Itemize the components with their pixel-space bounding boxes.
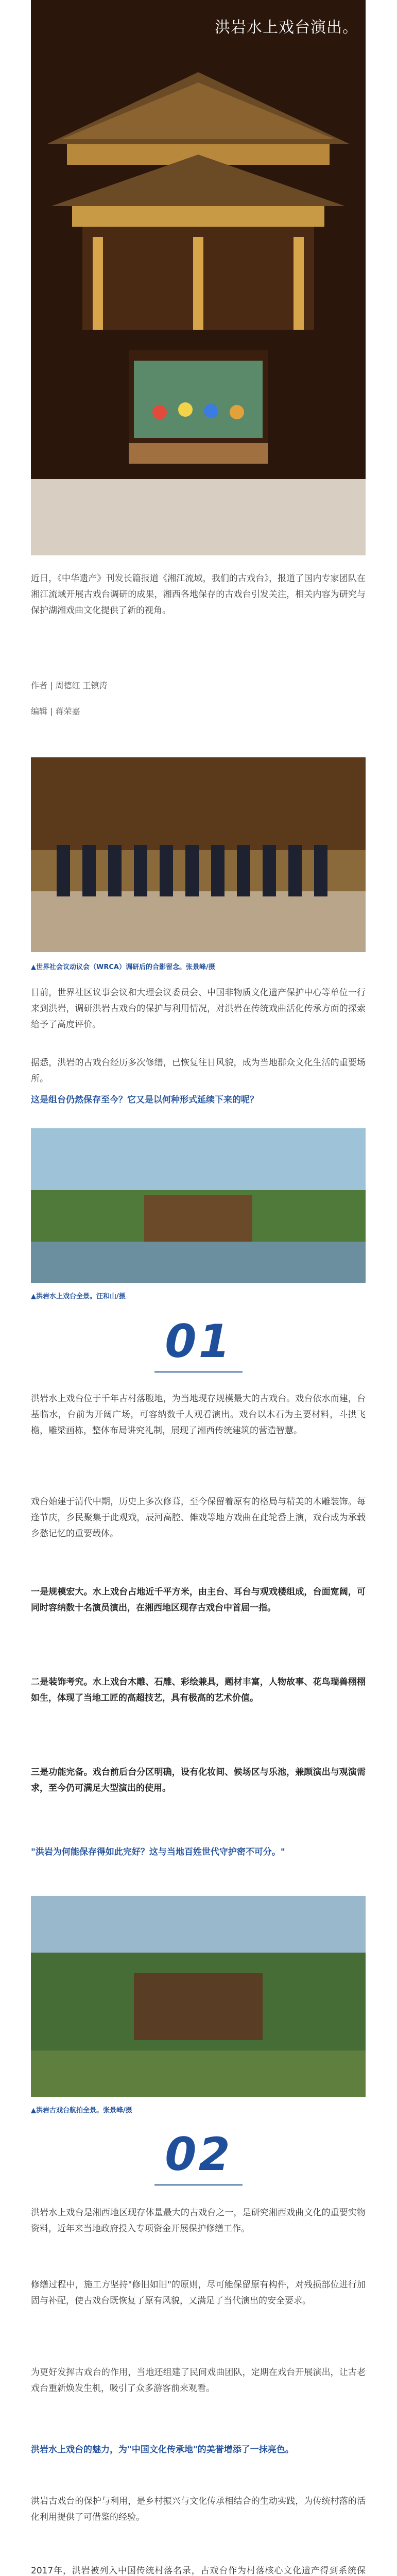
hero-photo (31, 0, 366, 555)
panorama-photo (31, 1896, 366, 2097)
paragraph: 修缮过程中，施工方坚持"修旧如旧"的原则，尽可能保留原有构件，对残损部位进行加固与补配，使古戏台既恢复了原有风貌，又满足了当代演出的安全要求。 (31, 2280, 366, 2306)
paragraph: 2017年，洪岩被列入中国传统村落名录，古戏台作为村落核心文化遗产得到系统保 (31, 2566, 366, 2576)
question-highlight: 这是组台仍然保存至今？它又是以何种形式延续下来的呢？ (31, 1095, 258, 1105)
stage-floor (31, 479, 366, 555)
section-number-01: 01 (165, 1315, 232, 1368)
feature-paragraph: 二是装饰考究。水上戏台木雕、石雕、彩绘兼具，题材丰富，人物故事、花鸟瑞兽栩栩如生，体现了当地工匠的高超技艺，具有极高的艺术价值。 (31, 1677, 366, 1703)
paragraph: 为更好发挥古戏台的作用，当地还组建了民间戏曲团队，定期在戏台开展演出，让古老戏台重新焕发生机，吸引了众多游客前来观看。 (31, 2367, 366, 2394)
photo-caption: ▲洪岩水上戏台全景。汪和山/摄 (31, 1293, 126, 1300)
hero-caption: 洪岩水上戏台演出。 (215, 19, 358, 37)
quote-highlight: 洪岩水上戏台的魅力，为"中国文化传承地"的美誉增添了一抹亮色。 (31, 2445, 294, 2455)
feature-paragraph: 三是功能完备。戏台前后台分区明确，设有化妆间、候场区与乐池，兼顾演出与观演需求，至今仍可满足大型演出的使用。 (31, 1767, 366, 1793)
section-number-02: 02 (165, 2128, 232, 2181)
author-line: 作者 | 周德红 王镇涛 (31, 681, 108, 690)
paragraph: 洪岩水上戏台是湘西地区现存体量最大的古戏台之一，是研究湘西戏曲文化的重要实物资料，近年来当地政府投入专项资金开展保护修缮工作。 (31, 2208, 366, 2234)
intro-paragraph: 近日，《中华遗产》刊发长篇报道《湘江流域，我们的古戏台》，报道了国内专家团队在湘江流域开展古戏台调研的成果，湘西各地保存的古戏台引发关注，相关内容为研究与保护湖湘戏曲文化提供了新的视角。 (31, 573, 366, 616)
paragraph: 洪岩水上戏台位于千年古村落腹地，为当地现存规模最大的古戏台。戏台依水而建，台基临水，台前为开阔广场，可容纳数千人观看演出。戏台以木石为主要材料，斗拱飞檐，雕梁画栋，整体布局讲究礼制，展现了湘西传统建筑的营造智慧。 (31, 1394, 366, 1436)
paragraph: 据悉，洪岩的古戏台经历多次修缮，已恢复往日风貌，成为当地群众文化生活的重要场所。 (31, 1058, 366, 1084)
section-divider (154, 2184, 243, 2185)
photo-caption: ▲洪岩古戏台航拍全景。张景峰/摄 (31, 2107, 132, 2114)
photo-caption: ▲世界社会议动议会（WRCA）调研后的合影留念。张景峰/摄 (31, 963, 215, 971)
paragraph: 戏台始建于清代中期，历史上多次修葺，至今保留着原有的格局与精美的木雕装饰。每逢节庆，乡民聚集于此观戏，辰河高腔、傩戏等地方戏曲在此轮番上演，戏台成为承载乡愁记忆的重要载体。 (31, 1497, 366, 1539)
section-divider (154, 1371, 243, 1372)
stage-performers-illustration (129, 350, 268, 464)
aerial-photo (31, 1128, 366, 1283)
feature-paragraph: 一是规模宏大。水上戏台占地近千平方米，由主台、耳台与观戏楼组成，台面宽阔，可同时容纳数十名演员演出，在湘西地区现存古戏台中首屈一指。 (31, 1587, 366, 1613)
temple-roof-illustration (31, 52, 366, 340)
paragraph: 洪岩古戏台的保护与利用，是乡村振兴与文化传承相结合的生动实践，为传统村落的活化利用提供了可借鉴的经验。 (31, 2496, 366, 2522)
editor-line: 编辑 | 蒋荣嘉 (31, 706, 80, 716)
quote-highlight: "洪岩为何能保存得如此完好？这与当地百姓世代守护密不可分。" (31, 1847, 285, 1857)
group-photo (31, 757, 366, 952)
paragraph: 目前，世界社区议事会议和大理会议委员会、中国非物质文化遗产保护中心等单位一行来到洪岩，调研洪岩古戏台的保护与利用情况，对洪岩在传统戏曲活化传承方面的探索给予了高度评价。 (31, 988, 366, 1030)
